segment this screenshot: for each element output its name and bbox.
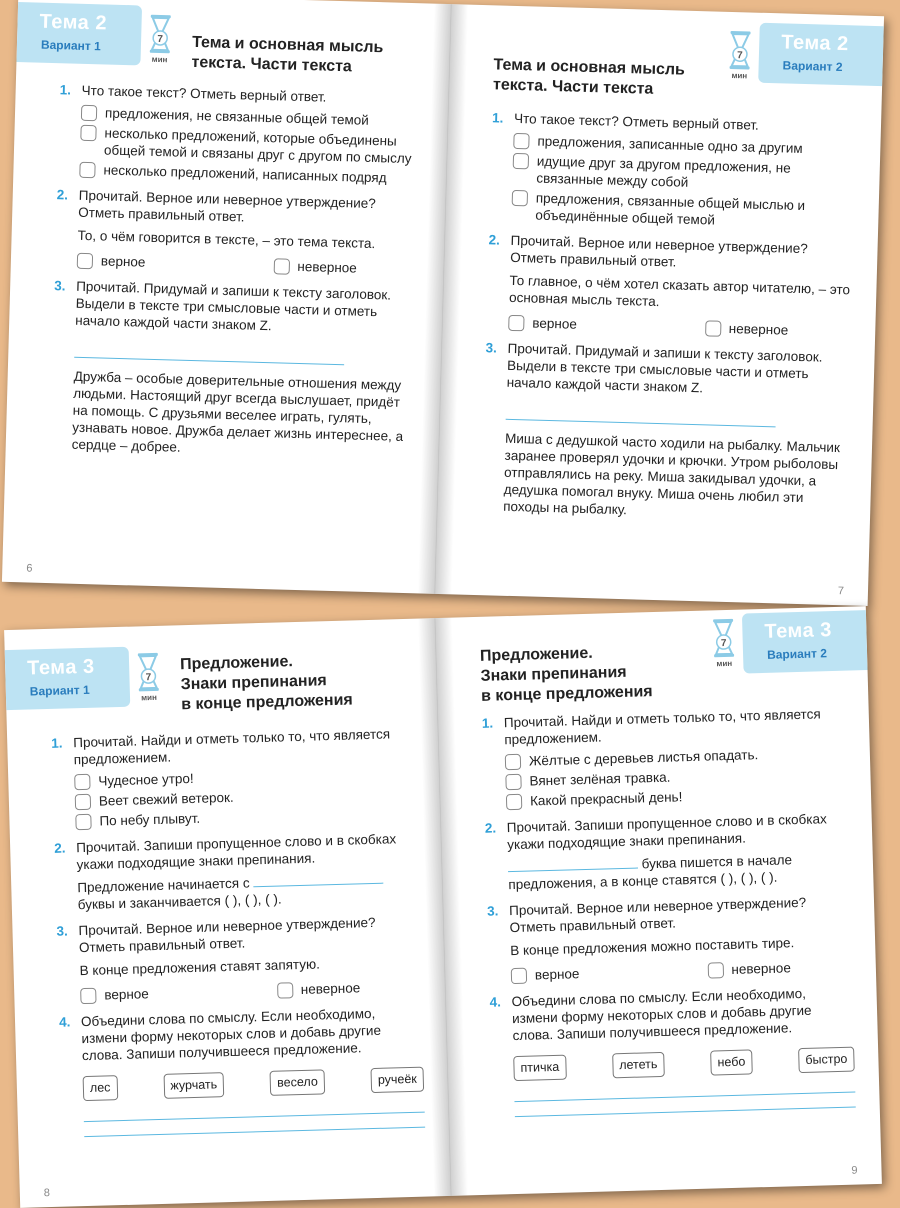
fill-in-blank[interactable] <box>253 871 383 888</box>
option-text: Вянет зелёная травка. <box>529 769 671 789</box>
task-question: Прочитай. Придумай и запиши к тексту заголовок. Выдели в тексте три смысловые части и отметь начало каждой части знаком Z. <box>506 340 823 396</box>
page-title <box>180 649 422 716</box>
word-card: ручеёк <box>371 1067 425 1093</box>
sentence-part: предложения, а в конце ставятся ( ), ( ), ( ). <box>508 869 778 893</box>
checkbox[interactable] <box>80 988 96 1004</box>
variant-label: Вариант 1 <box>40 37 101 54</box>
true-false-options <box>508 314 788 339</box>
title-line: в конце предложения <box>480 683 653 705</box>
task-question: Объедини слова по смыслу. Если необходимо, измени форму некоторых слов и добавь другие слова. Запиши получившееся предложение. <box>80 1005 382 1064</box>
task-2 <box>485 810 850 894</box>
task-1 <box>57 81 425 187</box>
task-number: 3. <box>485 340 498 356</box>
task-list <box>482 705 856 1127</box>
topic-badge <box>742 610 868 673</box>
checkbox[interactable] <box>81 105 97 121</box>
sentence-part: Предложение начинается с <box>77 875 250 896</box>
sentence-part: буквы и заканчивается ( ), ( ), ( ). <box>77 891 282 913</box>
topic-title: Тема 2 <box>780 31 850 56</box>
page-6 <box>2 0 451 594</box>
topic-badge <box>5 647 131 710</box>
answer-option <box>511 189 855 233</box>
task-question: Прочитай. Найди и отметь только то, что является предложением. <box>503 706 821 748</box>
reading-passage: Дружба – особые доверительные отношения между людьми. Настоящий друг всегда выслушает, придёт на помощь. С друзьями веселее играть, гулять, узнавать новое. Дружба делает жизнь интереснее, а сердце – добрее. <box>71 368 404 455</box>
task-4 <box>59 1004 425 1138</box>
checkbox[interactable] <box>75 814 91 830</box>
task-number: 1. <box>51 735 63 751</box>
task-1 <box>51 725 417 831</box>
true-option <box>508 314 577 333</box>
task-3 <box>50 277 420 462</box>
task-question: Прочитай. Верное или неверное утверждение? Отметь правильный ответ. <box>508 894 807 936</box>
timer-unit: мин <box>731 70 748 81</box>
checkbox[interactable] <box>707 962 723 978</box>
true-false-options <box>511 959 791 984</box>
false-option <box>707 959 791 978</box>
checkbox[interactable] <box>513 133 529 149</box>
true-false-options <box>80 979 360 1004</box>
word-card: небо <box>710 1049 753 1075</box>
task-2 <box>486 231 854 340</box>
task-question: Прочитай. Верное или неверное утверждение? Отметь правильный ответ. <box>78 187 377 225</box>
page-7 <box>435 4 884 606</box>
task-number: 2. <box>484 820 497 836</box>
answer-line[interactable] <box>74 339 344 366</box>
option-text: предложения, не связанные общей темой <box>104 105 370 128</box>
checkbox[interactable] <box>79 162 95 178</box>
title-line: Предложение. <box>479 644 593 665</box>
option-text: верное <box>532 315 578 332</box>
task-statement: То, о чём говорится в тексте, – это тема текста. <box>77 227 376 252</box>
word-card: лететь <box>612 1052 665 1078</box>
option-text: Какой прекрасный день! <box>529 789 683 809</box>
task-number: 1. <box>59 82 72 98</box>
topic-title: Тема 3 <box>26 655 95 680</box>
hourglass-icon <box>146 14 173 67</box>
word-cards <box>83 1067 425 1102</box>
variant-label: Вариант 1 <box>29 682 90 699</box>
checkbox[interactable] <box>80 125 96 141</box>
fill-in-blank[interactable] <box>508 856 638 873</box>
task-list <box>481 109 857 533</box>
option-text: неверное <box>731 960 792 977</box>
title-line: Тема и основная мысль <box>493 56 686 79</box>
page-number: 6 <box>26 562 33 575</box>
false-option <box>273 257 357 276</box>
task-statement: В конце предложения ставят запятую. <box>79 956 321 979</box>
timer-value: 7 <box>720 637 727 650</box>
task-question: Прочитай. Придумай и запиши к тексту заголовок. Выдели в тексте три смысловые части и отметь начало каждой части знаком Z. <box>75 278 392 334</box>
title-line: текста. Части текста <box>191 53 353 76</box>
option-text: предложения, записанные одно за другим <box>537 133 803 156</box>
checkbox[interactable] <box>74 774 90 790</box>
task-question: Прочитай. Верное или неверное утверждение? Отметь правильный ответ. <box>509 232 808 270</box>
task-list <box>51 725 425 1147</box>
task-question: Объедини слова по смыслу. Если необходимо, измени форму некоторых слов и добавь другие слова. Запиши получившееся предложение. <box>511 985 812 1044</box>
option-text: неверное <box>300 980 361 998</box>
true-option <box>80 985 149 1004</box>
task-question: Прочитай. Верное или неверное утверждение? Отметь правильный ответ. <box>78 914 376 956</box>
page-number: 8 <box>43 1187 51 1200</box>
task-question: Прочитай. Найди и отметь только то, что является предложением. <box>73 726 391 768</box>
variant-label: Вариант 2 <box>782 58 843 75</box>
task-number: 2. <box>54 840 66 856</box>
option-text: предложения, связанные общей мыслью и объединённые общей темой <box>535 190 806 228</box>
page-number: 9 <box>851 1164 858 1177</box>
checkbox[interactable] <box>513 153 529 169</box>
task-number: 3. <box>56 923 68 939</box>
page-title <box>191 33 432 80</box>
title-line: текста. Части текста <box>492 76 654 98</box>
page-title <box>493 55 734 102</box>
task-number: 3. <box>54 278 66 294</box>
option-text: несколько предложений, которые объединены общей темой и связаны друг с другом по смыслу <box>103 125 412 167</box>
checkbox[interactable] <box>705 320 721 336</box>
timer-value: 7 <box>736 50 743 62</box>
task-number: 2. <box>56 187 69 203</box>
word-card: быстро <box>798 1047 855 1074</box>
answer-option <box>512 152 856 196</box>
option-text: верное <box>534 966 580 983</box>
option-text: неверное <box>297 258 358 276</box>
title-line: Тема и основная мысль <box>191 33 384 57</box>
task-3 <box>487 893 852 985</box>
task-number: 1. <box>481 715 494 731</box>
task-number: 1. <box>491 110 504 126</box>
task-number: 4. <box>58 1014 71 1030</box>
true-option <box>511 965 580 984</box>
workbook-spread-bottom <box>4 606 882 1208</box>
checkbox[interactable] <box>506 794 522 810</box>
task-question: Прочитай. Запиши пропущенное слово и в скобках укажи подходящие знаки препинания. <box>506 811 827 853</box>
task-2 <box>55 186 422 278</box>
task-number: 4. <box>489 994 502 1010</box>
reading-passage: Миша с дедушкой часто ходили на рыбалку. Мальчик заранее проверял удочки и крючки. Утром рыболовы отправлялись на реку. Миша закидывал удочки, а дедушка помогал внуку. Миша очень любил эти походы на рыбалку. <box>503 430 841 518</box>
task-question: Прочитай. Запиши пропущенное слово и в скобках укажи подходящие знаки препинания. <box>75 831 397 873</box>
checkbox[interactable] <box>512 190 528 206</box>
fill-in-sentence <box>508 850 850 894</box>
task-statement: То главное, о чём хотел сказать автор читателю, – это основная мысль текста. <box>508 272 851 310</box>
true-option <box>77 252 146 271</box>
sentence-part: буква пишется в начале <box>641 852 793 872</box>
timer-value: 7 <box>145 672 152 684</box>
word-card: весело <box>270 1069 325 1096</box>
task-question: Что такое текст? Отметь верный ответ. <box>81 82 327 105</box>
word-card: лес <box>83 1075 118 1101</box>
page-number: 7 <box>837 585 845 598</box>
option-text: несколько предложений, написанных подряд <box>103 162 387 186</box>
topic-badge <box>16 2 142 65</box>
task-3 <box>56 913 421 1005</box>
word-card: птичка <box>513 1055 566 1081</box>
option-text: неверное <box>728 320 789 338</box>
option-text: идущие друг за другом предложения, не связанные между собой <box>536 153 791 190</box>
task-number: 3. <box>486 903 499 919</box>
checkbox[interactable] <box>505 754 521 770</box>
title-line: Знаки препинания <box>480 663 627 685</box>
timer-value: 7 <box>157 33 164 46</box>
page-9 <box>435 606 882 1196</box>
checkbox[interactable] <box>77 253 93 269</box>
checkbox[interactable] <box>508 315 524 331</box>
fill-in-sentence <box>77 870 419 914</box>
task-question: Что такое текст? Отметь верный ответ. <box>513 110 760 133</box>
title-line: в конце предложения <box>181 691 353 714</box>
true-false-options <box>77 252 357 277</box>
checkbox[interactable] <box>273 258 289 274</box>
title-line: Знаки препинания <box>180 672 327 694</box>
title-line: Предложение. <box>179 653 294 674</box>
checkbox[interactable] <box>277 982 293 998</box>
false-option <box>705 319 789 338</box>
variant-label: Вариант 2 <box>766 646 828 662</box>
option-text: По небу плывут. <box>99 810 201 829</box>
task-1 <box>489 109 857 232</box>
word-card: журчать <box>163 1072 224 1099</box>
page-8 <box>4 618 451 1208</box>
workbook-spread-top <box>2 0 884 606</box>
option-text: верное <box>100 253 146 270</box>
page-title <box>480 640 722 707</box>
option-text: Веет свежий ветерок. <box>98 789 234 809</box>
task-statement: В конце предложения можно поставить тире. <box>510 935 795 959</box>
option-text: верное <box>104 986 150 1003</box>
answer-option <box>80 124 424 168</box>
checkbox[interactable] <box>511 968 527 984</box>
topic-title: Тема 3 <box>764 619 833 643</box>
topic-badge <box>758 23 884 86</box>
hourglass-icon <box>135 652 162 705</box>
checkbox[interactable] <box>505 774 521 790</box>
timer-unit: мин <box>141 692 157 703</box>
option-text: Чудесное утро! <box>98 770 194 789</box>
answer-line[interactable] <box>506 401 776 428</box>
topic-title: Тема 2 <box>39 10 108 35</box>
task-3 <box>481 339 851 524</box>
checkbox[interactable] <box>75 794 91 810</box>
task-list <box>49 81 424 471</box>
task-4 <box>489 984 855 1118</box>
task-number: 2. <box>488 232 501 248</box>
task-1 <box>482 705 848 811</box>
word-cards <box>513 1047 855 1082</box>
false-option <box>277 979 361 998</box>
option-text: Жёлтые с деревьев листья опадать. <box>528 747 759 769</box>
task-2 <box>54 830 419 914</box>
timer-unit: мин <box>151 54 168 65</box>
timer-unit: мин <box>716 658 733 669</box>
